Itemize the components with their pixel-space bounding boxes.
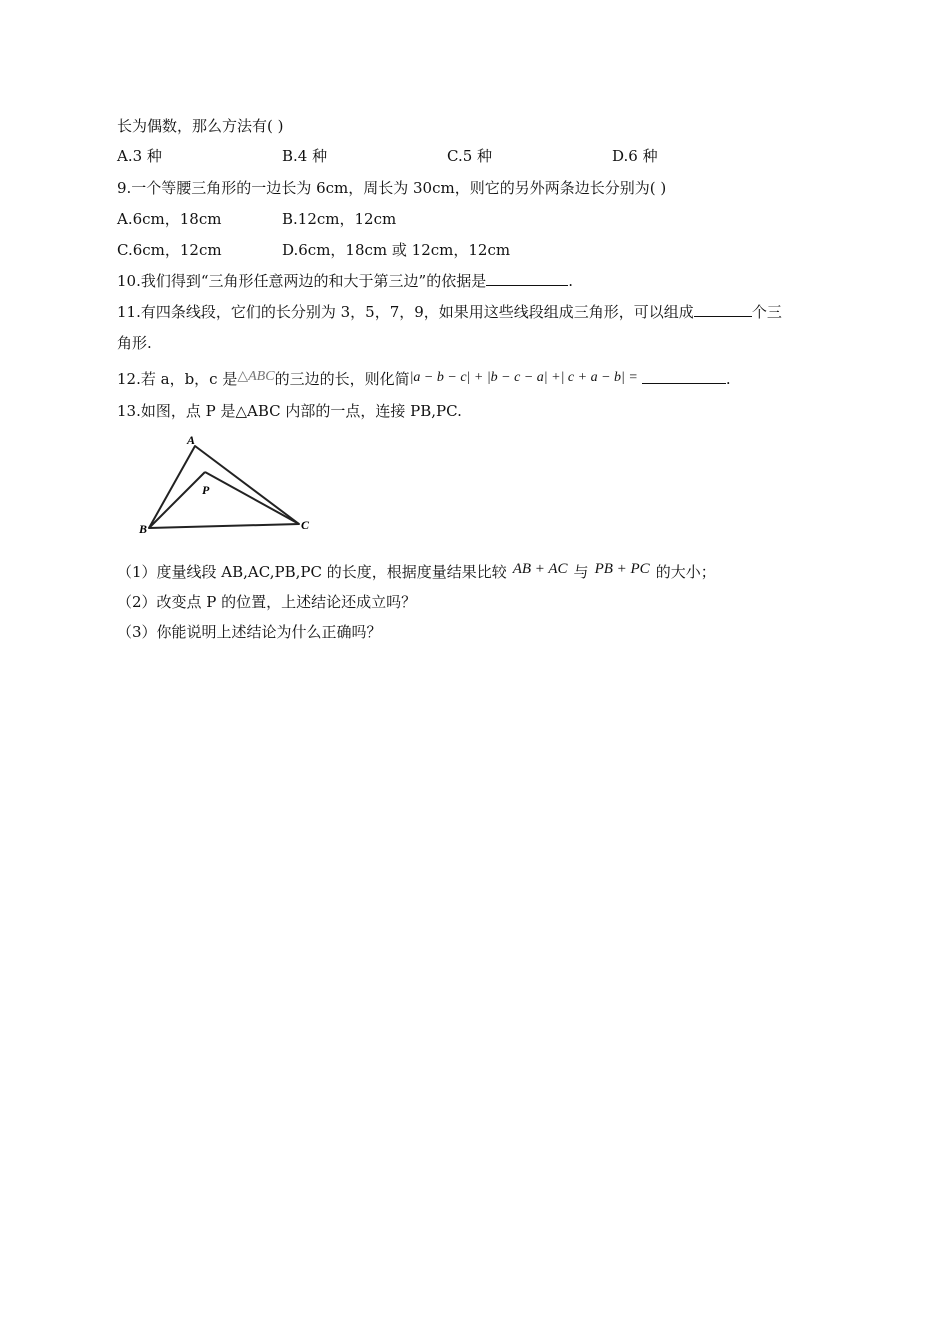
q11-text: 11.有四条线段，它们的长分别为 3，5，7，9，如果用这些线段组成三角形，可以组成 [117, 303, 694, 321]
q12-middle: 的三边的长，则化简 [274, 370, 410, 388]
q10-line [117, 271, 573, 291]
q11-answer-blank[interactable] [694, 302, 752, 317]
label-a: A [187, 433, 196, 447]
label-c: C [301, 518, 310, 532]
triangle-abc [149, 446, 299, 528]
triangle-figure [135, 432, 315, 536]
q10-answer-blank[interactable] [486, 271, 568, 286]
q11-line2: 角形. [117, 334, 152, 352]
q8-option-a: A.3 种 [117, 147, 162, 165]
q13-part1-expr2: PB + PC [594, 561, 650, 577]
q11-line1 [117, 302, 782, 322]
q9-option-a: A.6cm，18cm [117, 210, 222, 228]
label-p: P [202, 483, 210, 497]
q9-option-d: D.6cm，18cm 或 12cm，12cm [282, 241, 511, 259]
q13-stem: 13.如图，点 P 是△ABC 内部的一点，连接 PB,PC. [117, 402, 462, 420]
q12-line [117, 369, 731, 391]
segment-pc [205, 472, 299, 524]
q9-option-b: B.12cm，12cm [282, 210, 397, 228]
q12-end: . [725, 370, 731, 388]
q8-option-d: D.6 种 [612, 147, 658, 165]
segment-pb [149, 472, 205, 528]
q11-after-blank: 个三 [751, 303, 782, 321]
q13-part2: （2）改变点 P 的位置，上述结论还成立吗？ [117, 593, 417, 611]
q13-part1-c: 的大小； [655, 563, 716, 581]
q13-part3: （3）你能说明上述结论为什么正确吗？ [117, 623, 382, 641]
q10-end: . [568, 272, 573, 290]
q13-part1-b: 与 [573, 563, 589, 581]
q12-answer-blank[interactable] [642, 369, 726, 384]
q8-option-c: C.5 种 [447, 147, 493, 165]
q12-expression: |a − b − c| + |b − c − a| +| c + a − b| = [409, 370, 638, 385]
q9-option-c: C.6cm，12cm [117, 241, 222, 259]
q10-text: 10.我们得到“三角形任意两边的和大于第三边”的依据是 [117, 272, 487, 290]
q12-prefix: 12.若 a，b，c 是 [117, 370, 238, 388]
label-b: B [139, 522, 148, 536]
q8-option-b: B.4 种 [282, 147, 328, 165]
q13-part1-expr1: AB + AC [512, 561, 568, 577]
q13-part1 [117, 562, 716, 583]
q8-continuation: 长为偶数，那么方法有( ) [117, 117, 284, 135]
q13-part1-a: （1）度量线段 AB,AC,PB,PC 的长度，根据度量结果比较 [117, 563, 507, 581]
q9-stem: 9.一个等腰三角形的一边长为 6cm，周长为 30cm，则它的另外两条边长分别为( ) [117, 179, 667, 197]
q12-triangle-symbol: △ABC [237, 369, 275, 384]
